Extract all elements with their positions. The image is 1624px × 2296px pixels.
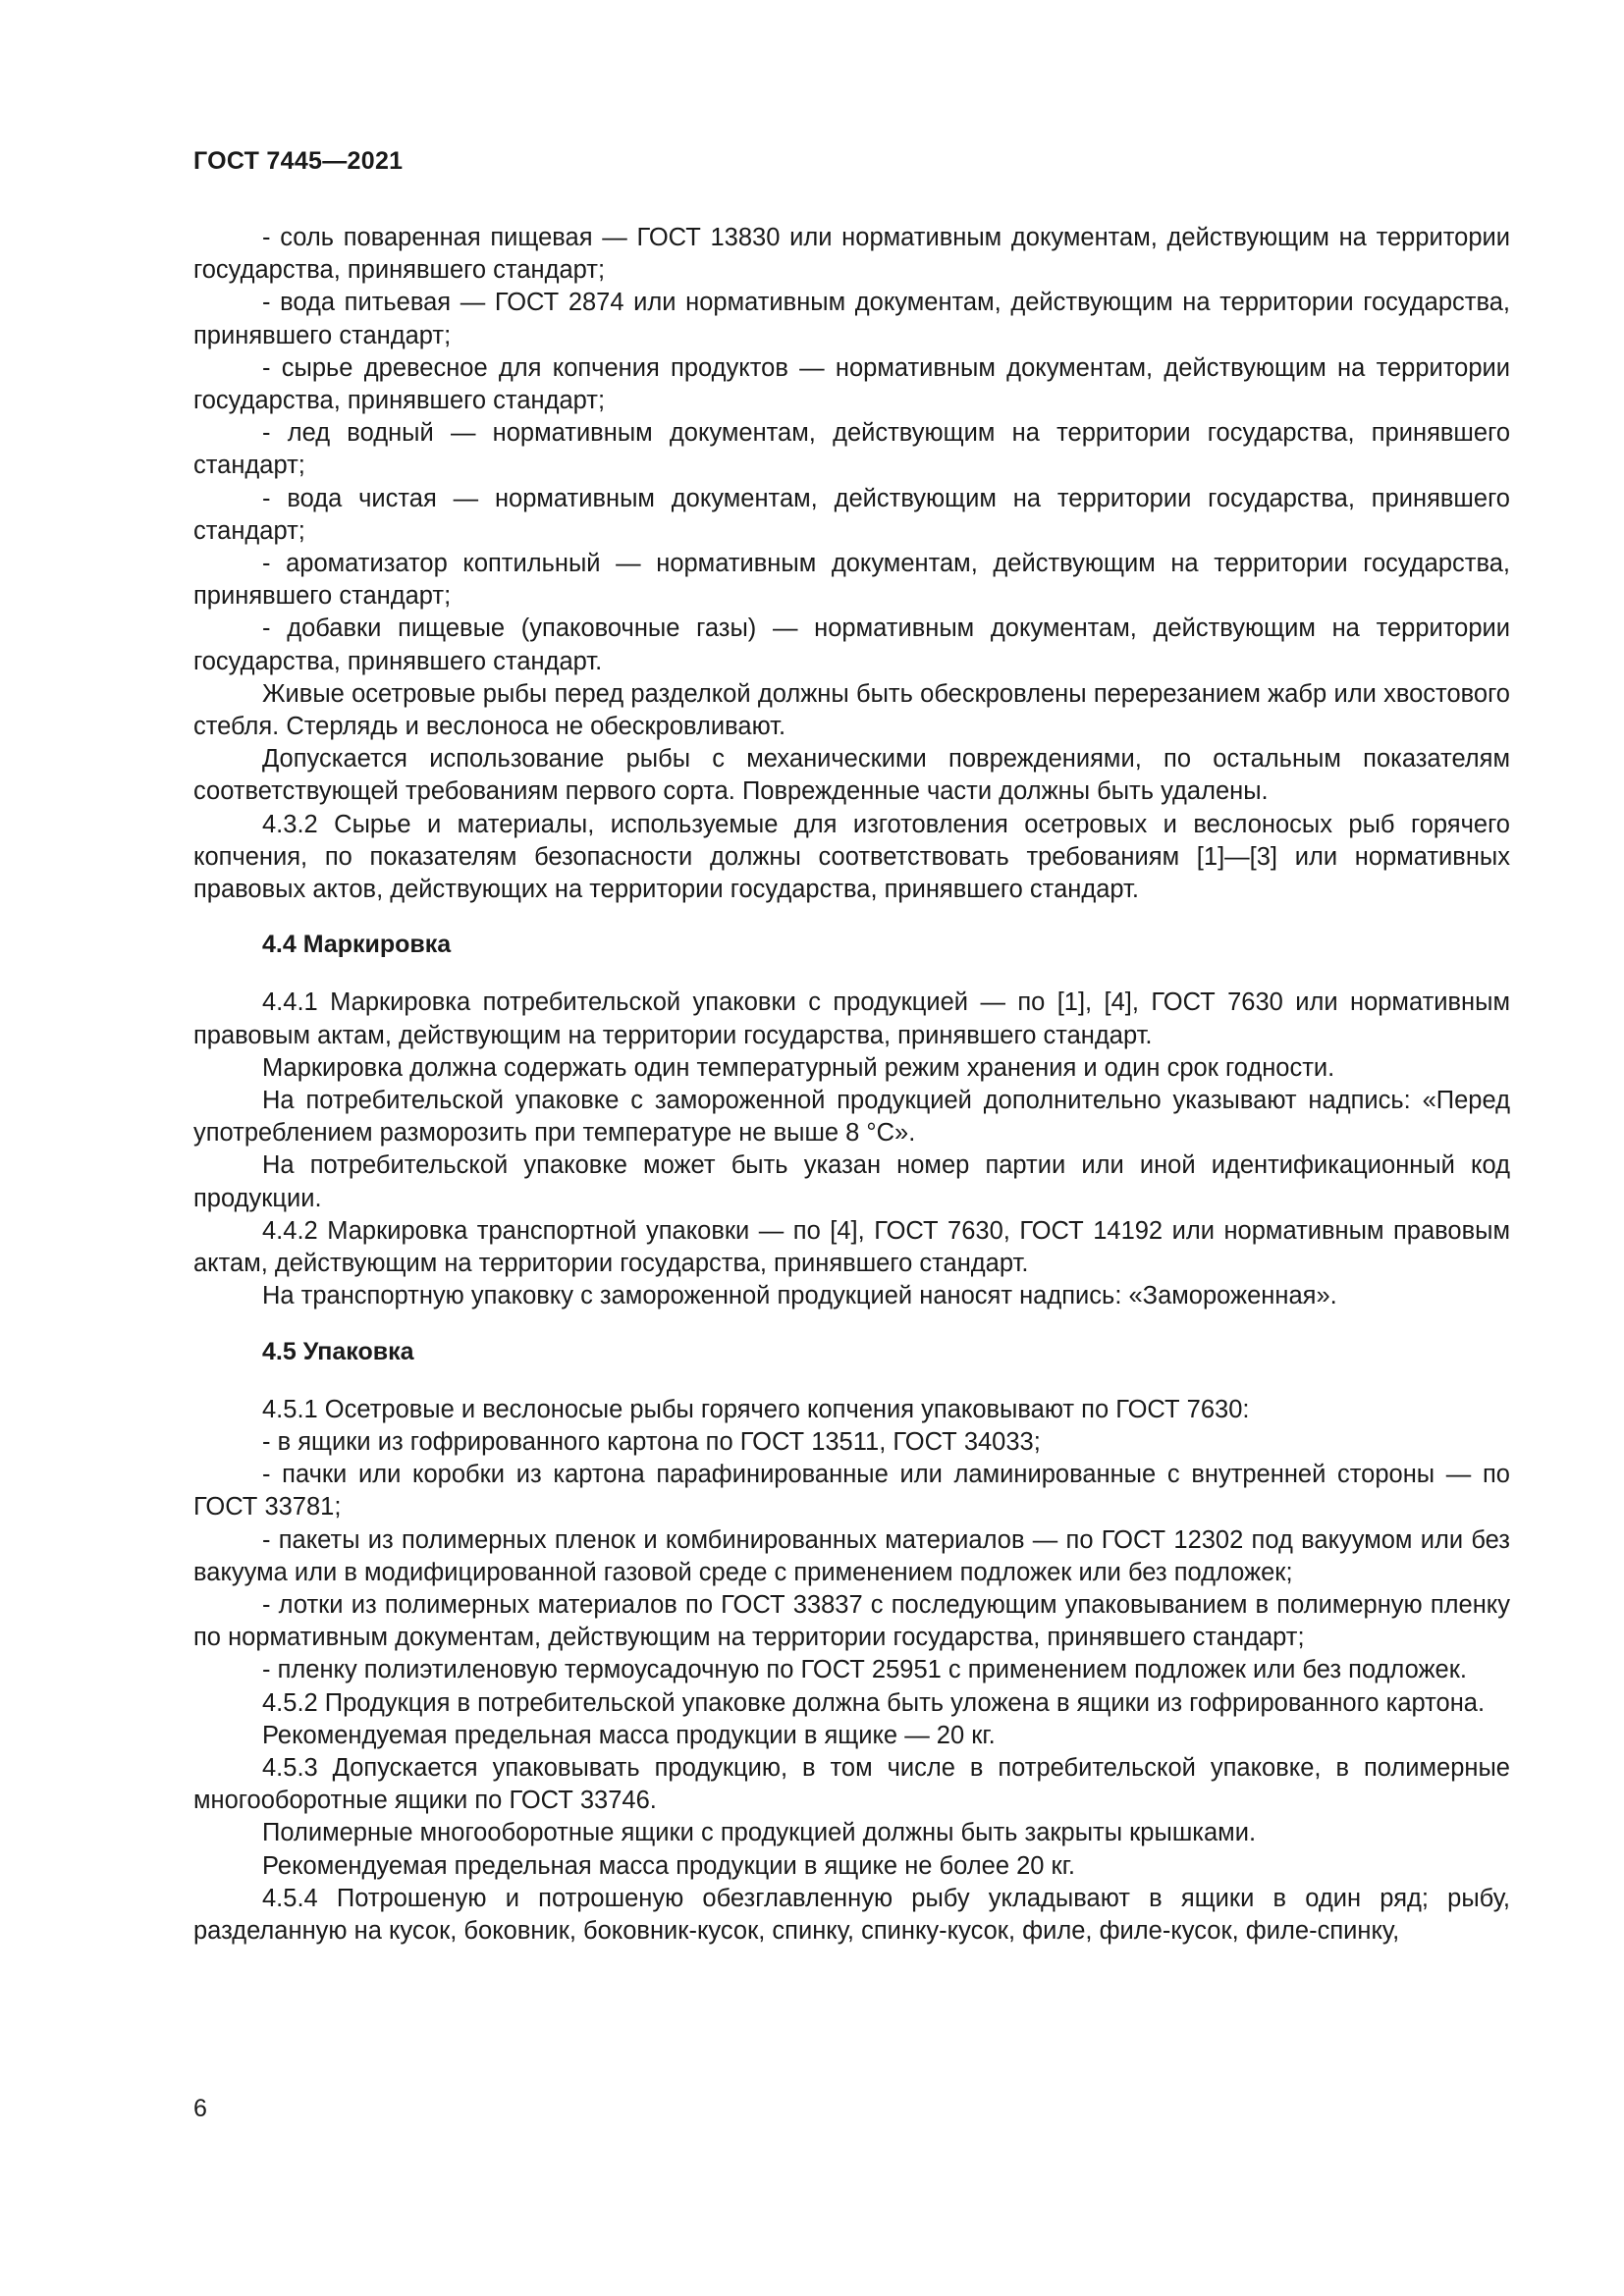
paragraph: - соль поваренная пищевая — ГОСТ 13830 или нормативным документам, действующим на территории государства, принявшего стандарт; — [193, 224, 1510, 285]
section-heading-marking: 4.4 Маркировка — [262, 931, 452, 959]
paragraph: Допускается использование рыбы с механическими повреждениями, по остальным показателям соответствующей требованиям первого сорта. Поврежденные части должны быть удалены. — [193, 745, 1510, 806]
section-heading-packaging: 4.5 Упаковка — [262, 1337, 414, 1365]
paragraph: - ароматизатор коптильный — нормативным документам, действующим на территории государства, принявшего стандарт; — [193, 550, 1510, 611]
paragraph: - пачки или коробки из картона парафинированные или ламинированные с внутренней стороны — по ГОСТ 33781; — [193, 1461, 1510, 1522]
document-body — [193, 222, 1510, 1948]
page-number: 6 — [193, 2095, 207, 2122]
paragraph: Рекомендуемая предельная масса продукции в ящике — 20 кг. — [262, 1721, 996, 1749]
paragraph: На потребительской упаковке может быть указан номер партии или иной идентификационный код продукции. — [193, 1151, 1510, 1212]
paragraph: 4.5.3 Допускается упаковывать продукцию, в том числе в потребительской упаковке, в полимерные многооборотные ящики по ГОСТ 33746. — [193, 1753, 1510, 1815]
paragraph: - вода чистая — нормативным документам, действующим на территории государства, принявшего стандарт; — [193, 484, 1510, 545]
paragraph: - в ящики из гофрированного картона по ГОСТ 13511, ГОСТ 34033; — [262, 1427, 1041, 1456]
paragraph: - добавки пищевые (упаковочные газы) — нормативным документам, действующим на территории государства, принявшего стандарт. — [193, 614, 1510, 675]
paragraph: 4.5.1 Осетровые и веслоносые рыбы горячего копчения упаковывают по ГОСТ 7630: — [262, 1395, 1250, 1423]
paragraph: - сырье древесное для копчения продуктов — нормативным документам, действующим на территории государства, принявшего стандарт; — [193, 353, 1510, 415]
paragraph: - лед водный — нормативным документам, действующим на территории государства, принявшего стандарт; — [193, 419, 1510, 480]
paragraph: 4.5.2 Продукция в потребительской упаковке должна быть уложена в ящики из гофрированного картона. — [262, 1688, 1486, 1717]
paragraph: На транспортную упаковку с замороженной продукцией наносят надпись: «Замороженная». — [262, 1282, 1337, 1310]
document-header: ГОСТ 7445—2021 — [193, 147, 404, 175]
paragraph: Живые осетровые рыбы перед разделкой должны быть обескровлены перерезанием жабр или хвостового стебля. Стерлядь и веслоноса не обескровливают. — [193, 679, 1510, 741]
paragraph: 4.4.1 Маркировка потребительской упаковки с продукцией — по [1], [4], ГОСТ 7630 или нормативным правовым актам, действующим на территории государства, принявшего стандарт. — [193, 988, 1510, 1049]
paragraph: Маркировка должна содержать один температурный режим хранения и один срок годности. — [262, 1053, 1335, 1082]
paragraph: - вода питьевая — ГОСТ 2874 или нормативным документам, действующим на территории государства, принявшего стандарт; — [193, 289, 1510, 349]
paragraph: - лотки из полимерных материалов по ГОСТ 33837 с последующим упаковыванием в полимерную пленку по нормативным документам, действующим на территории государства, принявшего стандарт; — [193, 1590, 1510, 1652]
paragraph: Полимерные многооборотные ящики с продукцией должны быть закрыты крышками. — [262, 1819, 1257, 1847]
paragraph: - пленку полиэтиленовую термоусадочную по ГОСТ 25951 с применением подложек или без подложек. — [262, 1656, 1467, 1684]
paragraph: 4.3.2 Сырье и материалы, используемые для изготовления осетровых и веслоносых рыб горячего копчения, по показателям безопасности должны соответствовать требованиям [1]—[3] или нормативных правовых актов, действующих на территории государства, принявшего стандарт. — [193, 810, 1510, 904]
paragraph: 4.5.4 Потрошеную и потрошеную обезглавленную рыбу укладывают в ящики в один ряд; рыбу, разделанную на кусок, боковник, боковник-кусок, спинку, спинку-кусок, филе, филе-кусок, филе-спинку, — [193, 1884, 1510, 1945]
paragraph: - пакеты из полимерных пленок и комбинированных материалов — по ГОСТ 12302 под вакуумом или без вакуума или в модифицированной газовой среде с применением подложек или без подложек; — [193, 1525, 1510, 1586]
paragraph: 4.4.2 Маркировка транспортной упаковки — по [4], ГОСТ 7630, ГОСТ 14192 или нормативным правовым актам, действующим на территории государства, принявшего стандарт. — [193, 1216, 1510, 1278]
paragraph: На потребительской упаковке с замороженной продукцией дополнительно указывают надпись: «Перед употреблением разморозить при температуре не выше 8 °С». — [193, 1087, 1510, 1148]
paragraph: Рекомендуемая предельная масса продукции в ящике не более 20 кг. — [262, 1851, 1075, 1880]
